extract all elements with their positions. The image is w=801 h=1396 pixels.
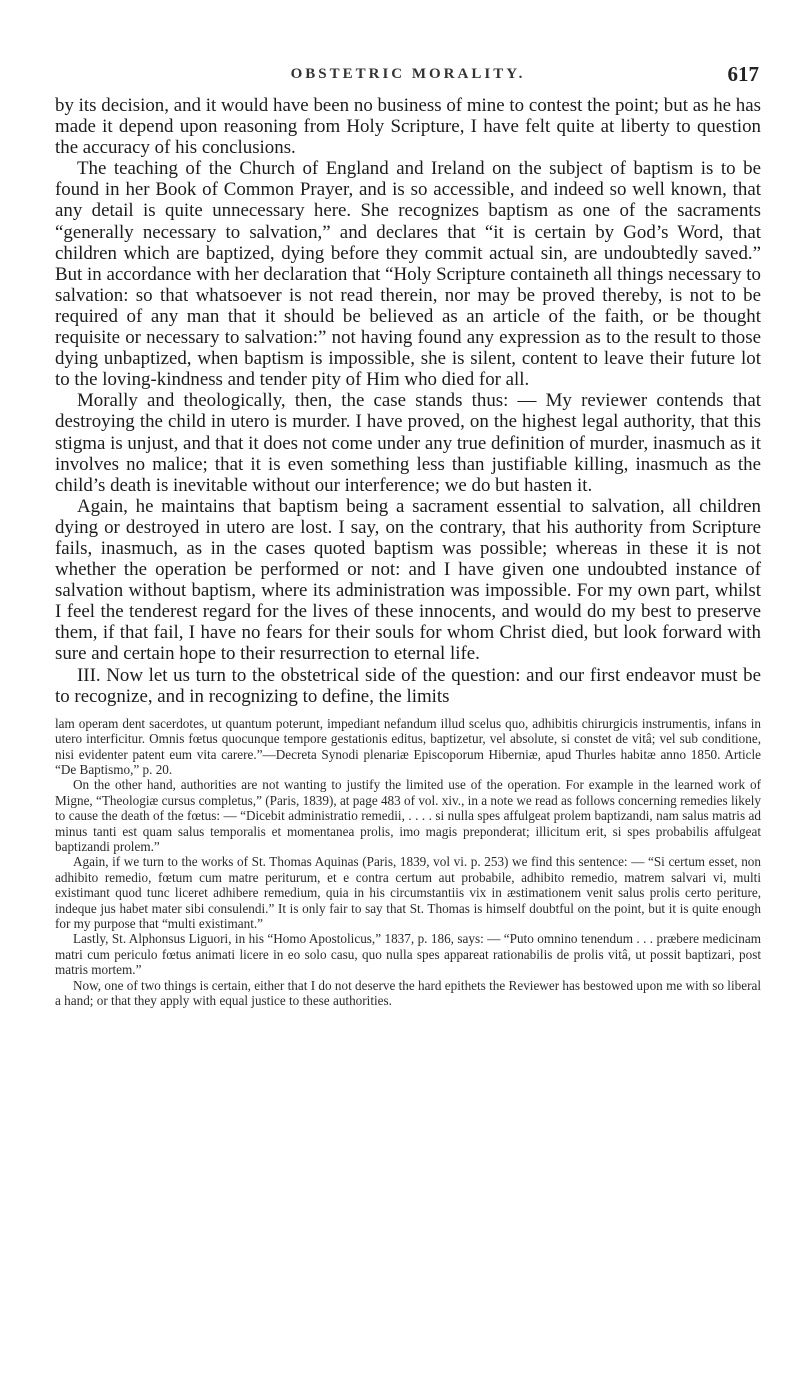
footnote-paragraph: Again, if we turn to the works of St. Thomas Aquinas (Paris, 1839, vol vi. p. 253) we find this sentence: — “Si certum esset, non adhibito remedio, fœtum cum matre periturum, et e contra certum aut probabile, adhibito remedio, matrem salvari vi, multi existimant quod tunc liceret adhibere remedium, quia in his circumstantiis vix in æstimationem venit salus prolis certo periture, indeque jus habet mater sibi consulendi.” It is only fair to say that St. Thomas is himself doubtful on the point, but it is quite enough for my purpose that “multi existimant.” (55, 854, 761, 931)
footnote-paragraph: lam operam dent sacerdotes, ut quantum poterunt, impediant nefandum illud scelus quo, adhibitis chirurgicis instrumentis, infans in utero interficitur. Omnis fœtus quocunque tempore gestationis editus, baptizetur, vel absolute, si constet de vitâ; vel sub conditione, nisi evidenter patent eum vita carere.”—Decreta Synodi plenariæ Episcoporum Hiberniæ, apud Thurles habitæ anno 1850. Article “De Baptismo,” p. 20. (55, 715, 761, 777)
running-head (55, 0, 761, 88)
running-title: OBSTETRIC MORALITY. (290, 66, 526, 82)
footnote-paragraph: On the other hand, authorities are not wanting to justify the limited use of the operation. For example in the learned work of Migne, “Theologiæ cursus completus,” (Paris, 1839), at page 483 of vol. xiv., in a note we read as follows concerning remedies likely to cause the death of the fœtus: — “Dicebit administratio remedii, . . . . si nulla spes affulgeat prolem baptizandi, nam salus matris ad minus tanti est quam salus temporalis et momentanea prolis, imo magis preponderat; illicitum erit, si spes probabilis affulgeat baptizandi prolem.” (55, 777, 761, 854)
body-paragraph: III. Now let us turn to the obstetrical side of the question: and our first endeavor must be to recognize, and in recognizing to define, the limits (55, 664, 761, 707)
page-number: 617 (727, 62, 759, 86)
body-paragraph: The teaching of the Church of England and Ireland on the subject of baptism is to be found in her Book of Common Prayer, and is so accessible, and indeed so well known, that any detail is quite unnecessary here. She recognizes baptism as one of the sacraments “generally necessary to salvation,” and declares that “it is certain by God’s Word, that children which are baptized, dying before they commit actual sin, are undoubtedly saved.” But in accordance with her declaration that “Holy Scripture containeth all things necessary to salvation: so that whatsoever is not read therein, nor may be proved thereby, is not to be required of any man that it should be believed as an article of the faith, or be thought requisite or necessary to salvation:” not having found any expression as to the result to those dying unbaptized, when baptism is impossible, she is silent, content to leave their future lot to the loving-kindness and tender pity of Him who died for all. (55, 158, 761, 391)
main-text (55, 95, 761, 707)
footnote-paragraph: Lastly, St. Alphonsus Liguori, in his “Homo Apostolicus,” 1837, p. 186, says: — “Puto omnino tenendum . . . præbere medicinam matri cum periculo fœtus animati licere in eo solo casu, quo nulla spes appareat rationabilis de prolis vitâ, ut possit baptizari, post matris mortem.” (55, 931, 761, 978)
footnote-paragraph: Now, one of two things is certain, either that I do not deserve the hard epithets the Reviewer has bestowed upon me with so liberal a hand; or that they apply with equal justice to these authorities. (55, 977, 761, 1009)
body-paragraph: by its decision, and it would have been no business of mine to contest the point; but as he has made it depend upon reasoning from Holy Scripture, I have felt quite at liberty to question the accuracy of his conclusions. (55, 95, 761, 159)
footnotes (55, 716, 761, 1009)
body-paragraph: Again, he maintains that baptism being a sacrament essential to salvation, all children dying or destroyed in utero are lost. I say, on the contrary, that his authority from Scripture fails, inasmuch, as in the cases quoted baptism was possible; whereas in these it is not whether the operation be performed or not: and I have given one undoubted instance of salvation without baptism, where its administration was impossible. For my own part, whilst I feel the tenderest regard for the lives of these innocents, and would do my best to preserve them, if that fail, I have no fears for their souls for whom Christ died, but look forward with sure and certain hope to their resurrection to eternal life. (55, 495, 761, 665)
body-paragraph: Morally and theologically, then, the case stands thus: — My reviewer contends that destroying the child in utero is murder. I have proved, on the highest legal authority, that this stigma is unjust, and that it does not come under any true definition of murder, inasmuch as it involves no malice; that it is even something less than justifiable killing, inasmuch as the child’s death is inevitable without our interference; we do but hasten it. (55, 390, 761, 496)
